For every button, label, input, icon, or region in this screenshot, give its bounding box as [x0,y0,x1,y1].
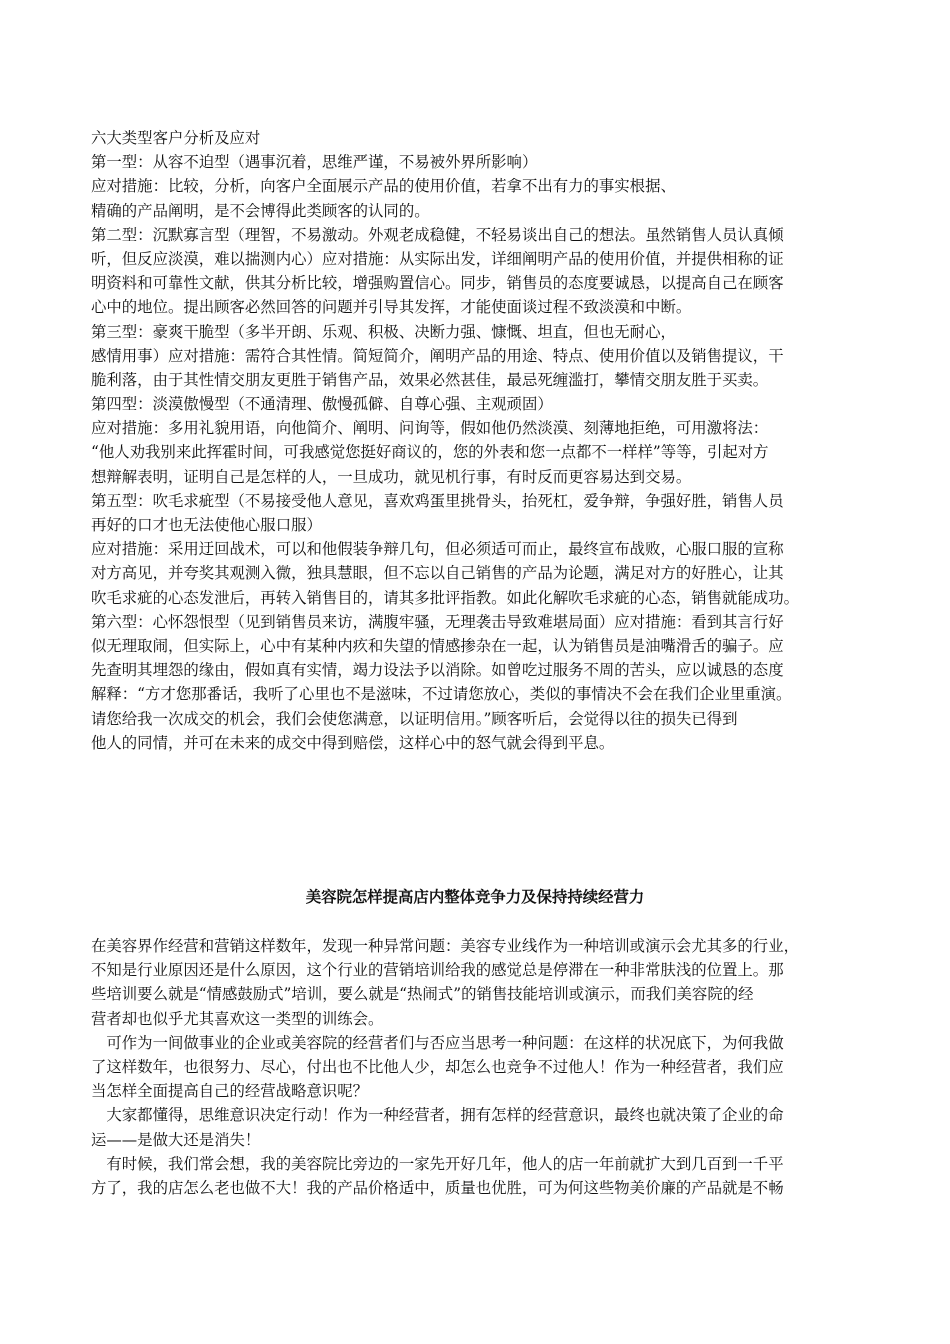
text-line: 当怎样全面提高自己的经营战略意识呢？ [91,1082,369,1101]
text-line: 有时候，我们常会想，我的美容院比旁边的一家先开好几年，他人的店一年前就扩大到几百到一千平 [91,1154,784,1173]
text-line: 感情用事）应对措施：需符合其性情。简短简介，阐明产品的用途、特点、使用价值以及销售提议，干 [91,346,784,365]
text-line: 听，但反应淡漠，难以揣测内心）应对措施：从实际出发，详细阐明产品的使用价值，并提供相称的证 [91,249,784,268]
text-line: 应对措施：采用迂回战术，可以和他假装争辩几句，但必须适可而止，最终宣布战败，心服口服的宣称 [91,540,784,559]
article-heading: 美容院怎样提高店内整体竞争力及保持持续经营力 [305,888,645,906]
text-line: 应对措施：比较，分析，向客户全面展示产品的使用价值，若拿不出有力的事实根据、 [91,177,676,196]
text-line: 他人的同情，并可在未来的成交中得到赔偿，这样心中的怒气就会得到平息。 [91,733,615,752]
text-line: 吹毛求疵的心态发泄后，再转入销售目的，请其多批评指教。如此化解吹毛求疵的心态，销售就能成功。 [91,588,799,607]
text-line: 明资料和可靠性文献，供其分析比较，增强购置信心。同步，销售员的态度要诚恳，以提高自己在顾客 [91,274,784,293]
text-line: 第一型：从容不迫型（遇事沉着，思维严谨，不易被外界所影响） [91,153,538,172]
text-line: 了这样数年，也很努力、尽心，付出也不比他人少，却怎么也竞争不过他人！作为一种经营者，我们应 [91,1057,784,1076]
text-line: 想辩解表明，证明自己是怎样的人，一旦成功，就见机行事，有时反而更容易达到交易。 [91,467,692,486]
text-line: 在美容界作经营和营销这样数年，发现一种异常问题：美容专业线作为一种培训或演示会尤其多的行业， [91,937,799,955]
text-line: 营者却也似乎尤其喜欢这一类型的训练会。 [91,1009,384,1028]
beauty-salon-article [91,934,861,1200]
text-line: 先查明其埋怨的缘由，假如真有实情，竭力设法予以消除。如曾吃过服务不周的苦头，应以诚恳的态度 [91,661,784,680]
text-line: 第四型：淡漠傲慢型（不通清理、傲慢孤僻、自尊心强、主观顽固） [91,395,553,414]
text-line: 第三型：豪爽干脆型（多半开朗、乐观、积极、决断力强、慷慨、坦直，但也无耐心， [91,322,676,341]
text-line: “他人劝我别来此挥霍时间，可我感觉您挺好商议的，您的外表和您一点都不一样样”等等，引起对方 [91,443,769,462]
text-line: 些培训要么就是“情感鼓励式”培训，要么就是“热闹式”的销售技能培训或演示，而我们美容院的经 [91,985,754,1004]
text-line: 心中的地位。提出顾客必然回答的问题并引导其发挥，才能使面谈过程不致淡漠和中断。 [91,298,692,317]
text-line: 请您给我一次成交的机会，我们会使您满意，以证明信用。”顾客听后，会觉得以往的损失已得到 [91,709,738,728]
text-line: 脆利落，由于其性情交朋友更胜于销售产品，效果必然甚佳，最忌死缠滥打，攀情交朋友胜于买卖。 [91,370,769,389]
section-title: 六大类型客户分析及应对 [91,129,261,147]
text-line: 大家都懂得，思维意识决定行动！作为一种经营者，拥有怎样的经营意识，最终也就决策了企业的命 [91,1106,784,1125]
text-line: 解释：“方才您那番话，我听了心里也不是滋味，不过请您放心，类似的事情决不会在我们企业里重演。 [91,685,792,704]
text-line: 第五型：吹毛求疵型（不易接受他人意见，喜欢鸡蛋里挑骨头，抬死杠，爱争辩，争强好胜，销售人员 [91,491,784,510]
text-line: 再好的口才也无法使他心服口服） [91,516,322,534]
text-line: 应对措施：多用礼貌用语，向他简介、阐明、问询等，假如他仍然淡漠、刻薄地拒绝，可用激将法： [91,419,769,438]
text-line: 第二型：沉默寡言型（理智，不易激动。外观老成稳健，不轻易谈出自己的想法。虽然销售人员认真倾 [91,225,784,244]
text-line: 对方高见，并夸奖其观测入微，独具慧眼，但不忘以自己销售的产品为论题，满足对方的好胜心，让其 [91,564,784,583]
customer-types-section [91,126,861,755]
text-line: 可作为一间做事业的企业或美容院的经营者们与否应当思考一种问题：在这样的状况底下，为何我做 [91,1033,784,1052]
text-line: 精确的产品阐明，是不会博得此类顾客的认同的。 [91,201,430,220]
text-line: 不知是行业原因还是什么原因，这个行业的营销培训给我的感觉总是停滞在一种非常肤浅的位置上。那 [91,961,784,980]
text-line: 方了，我的店怎么老也做不大！我的产品价格适中，质量也优胜，可为何这些物美价廉的产品就是不畅 [91,1178,784,1197]
text-line: 似无理取闹，但实际上，心中有某种内疚和失望的情感掺杂在一起，认为销售员是油嘴滑舌的骗子。应 [91,636,784,655]
text-line: 运——是做大还是消失！ [91,1130,261,1149]
text-line: 第六型：心怀怨恨型（见到销售员来访，满腹牢骚，无理袭击导致难堪局面）应对措施：看到其言行好 [91,612,784,631]
